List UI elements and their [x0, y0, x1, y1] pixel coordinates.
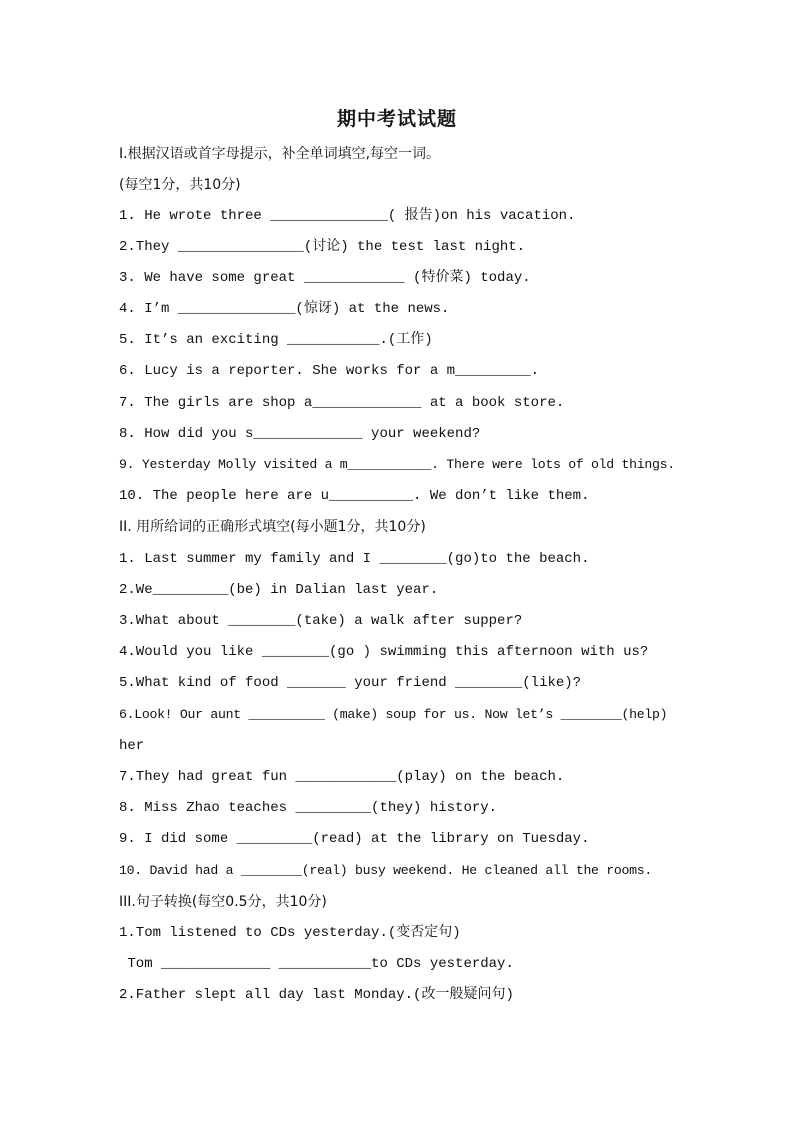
question-1-5: 5. It’s an exciting ___________.(工作) [119, 332, 433, 348]
section-3-heading: III.句子转换(每空0.5分，共10分) [119, 894, 327, 910]
question-1-2: 2.They _______________(讨论) the test last night. [119, 239, 526, 255]
question-1-7: 7. The girls are shop a_____________ at a book store. [119, 395, 565, 411]
question-1-1: 1. He wrote three ______________( 报告)on his vacation. [119, 208, 576, 224]
question-2-8: 8. Miss Zhao teaches _________(they) history. [119, 800, 498, 816]
question-2-10: 10. David had a ________(real) busy weekend. He cleaned all the rooms. [119, 863, 652, 878]
question-2-9: 9. I did some _________(read) at the library on Tuesday. [119, 831, 590, 847]
question-2-6: 6.Look! Our aunt __________ (make) soup for us. Now let’s ________(help) [119, 707, 668, 722]
question-1-6: 6. Lucy is a reporter. She works for a m_________. [119, 363, 540, 379]
question-2-6-continued: her [119, 738, 145, 754]
question-3-1: 1.Tom listened to CDs yesterday.(变否定句) [119, 925, 461, 941]
question-2-2: 2.We_________(be) in Dalian last year. [119, 582, 439, 598]
section-1-heading: I.根据汉语或首字母提示，补全单词填空,每空一词。 [119, 146, 441, 162]
question-2-7: 7.They had great fun ____________(play) on the beach. [119, 769, 565, 785]
question-2-3: 3.What about ________(take) a walk after supper? [119, 613, 523, 629]
question-3-1-answer: Tom _____________ ___________to CDs yesterday. [119, 956, 514, 972]
section-2-heading: II. 用所给词的正确形式填空(每小题1分，共10分) [119, 519, 426, 535]
question-2-1: 1. Last summer my family and I ________(go)to the beach. [119, 551, 590, 567]
question-1-9: 9. Yesterday Molly visited a m___________. There were lots of old things. [119, 457, 675, 472]
question-2-5: 5.What kind of food _______ your friend ________(like)? [119, 675, 582, 691]
question-2-4: 4.Would you like ________(go ) swimming this afternoon with us? [119, 644, 649, 660]
question-1-3: 3. We have some great ____________ (特价菜) today. [119, 270, 531, 286]
question-1-10: 10. The people here are u__________. We don’t like them. [119, 488, 590, 504]
question-3-2: 2.Father slept all day last Monday.(改一般疑问句) [119, 987, 514, 1003]
page-title: 期中考试试题 [336, 108, 457, 130]
question-1-8: 8. How did you s_____________ your weekend? [119, 426, 481, 442]
section-1-scoring: (每空1分，共10分) [119, 177, 241, 193]
question-1-4: 4. I’m ______________(惊讶) at the news. [119, 301, 450, 317]
